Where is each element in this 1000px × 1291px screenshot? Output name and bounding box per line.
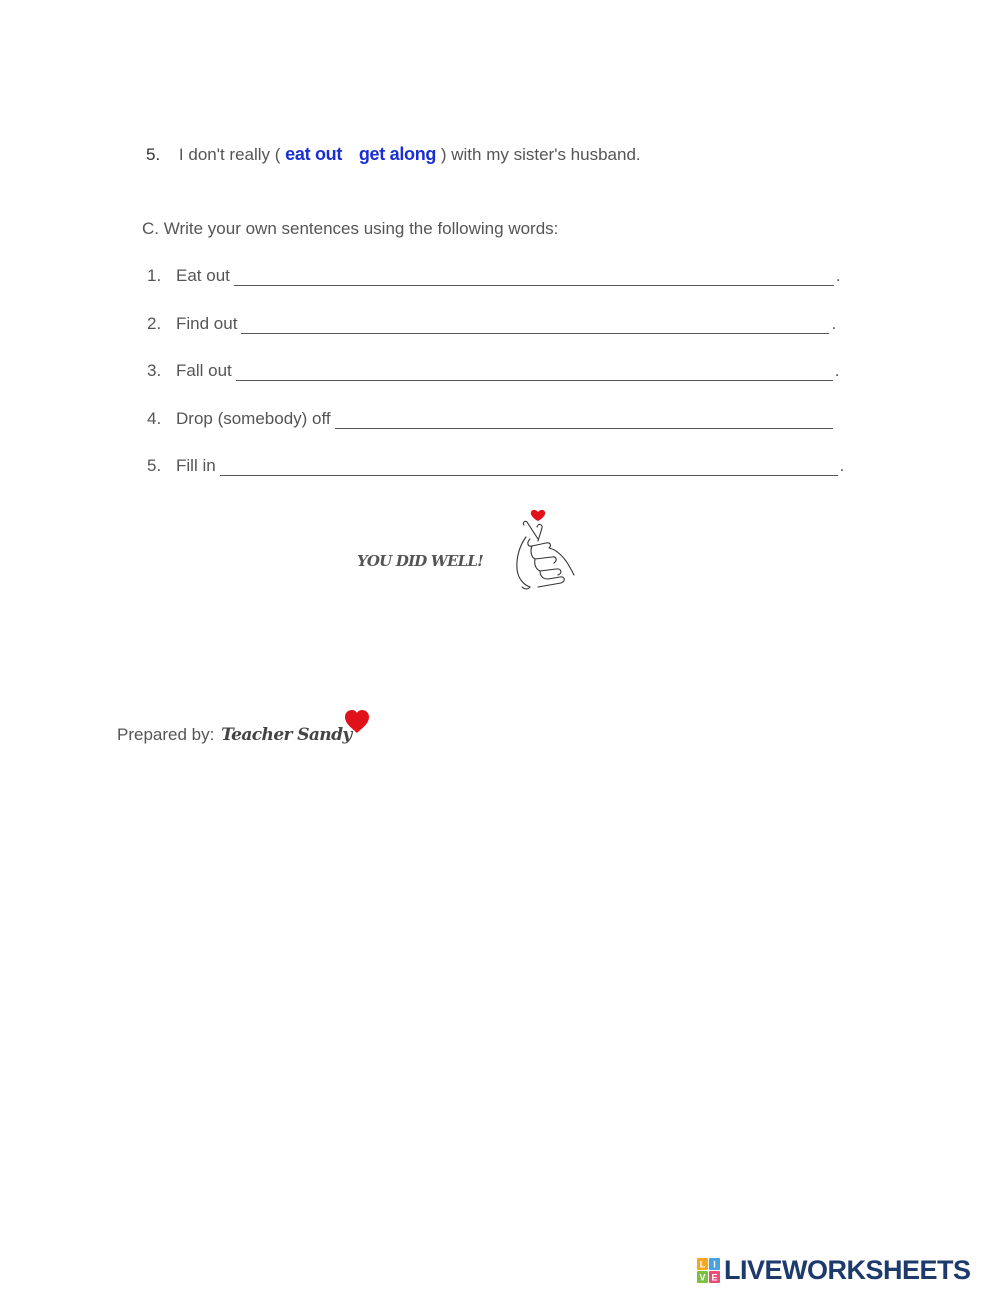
sentence-item-3 — [147, 361, 857, 381]
sentence-item-1 — [147, 266, 857, 286]
you-did-well-message: YOU DID WELL! — [357, 552, 483, 570]
sentence-input-1[interactable] — [234, 268, 834, 286]
teacher-name: Teacher Sandy — [221, 725, 352, 745]
heart-icon — [343, 709, 371, 735]
item-end: . — [835, 266, 841, 285]
sentence-item-4 — [147, 409, 857, 429]
item-number: 3. — [147, 361, 162, 380]
sentence-input-5[interactable] — [220, 458, 838, 476]
question-5-text-before: I don't really ( — [178, 145, 281, 164]
prepared-by-label: Prepared by: — [117, 725, 215, 744]
question-5-text-after: ) with my sister's husband. — [440, 145, 641, 164]
item-label: Fill in — [176, 456, 216, 475]
question-5 — [146, 144, 641, 165]
item-label: Drop (somebody) off — [176, 409, 331, 428]
item-end: . — [839, 456, 845, 475]
prepared-by — [117, 725, 352, 745]
item-number: 1. — [147, 266, 162, 285]
finger-heart-icon — [508, 505, 580, 591]
sentence-item-5 — [147, 456, 857, 476]
sentence-item-2 — [147, 314, 857, 334]
item-label: Fall out — [176, 361, 232, 380]
choice-get-along[interactable]: get along — [358, 144, 437, 164]
question-5-number: 5. — [146, 145, 161, 164]
sentence-input-2[interactable] — [241, 316, 829, 334]
logo-letter: E — [711, 1272, 718, 1282]
logo-blocks-icon — [697, 1258, 721, 1284]
section-c-instruction: C. Write your own sentences using the following words: — [142, 219, 559, 238]
item-number: 5. — [147, 456, 162, 475]
item-label: Eat out — [176, 266, 230, 285]
item-end: . — [831, 314, 837, 333]
choice-eat-out[interactable]: eat out — [285, 144, 343, 164]
logo-letter: V — [699, 1272, 706, 1282]
item-end: . — [834, 361, 840, 380]
liveworksheets-logo — [697, 1255, 971, 1286]
logo-letter: I — [713, 1259, 716, 1269]
small-heart-icon — [531, 510, 545, 521]
logo-text: LIVEWORKSHEETS — [724, 1255, 971, 1285]
logo-letter: L — [699, 1259, 706, 1269]
item-label: Find out — [176, 314, 238, 333]
sentence-input-3[interactable] — [236, 363, 833, 381]
sentence-input-4[interactable] — [335, 411, 833, 429]
item-number: 4. — [147, 409, 162, 428]
item-number: 2. — [147, 314, 162, 333]
